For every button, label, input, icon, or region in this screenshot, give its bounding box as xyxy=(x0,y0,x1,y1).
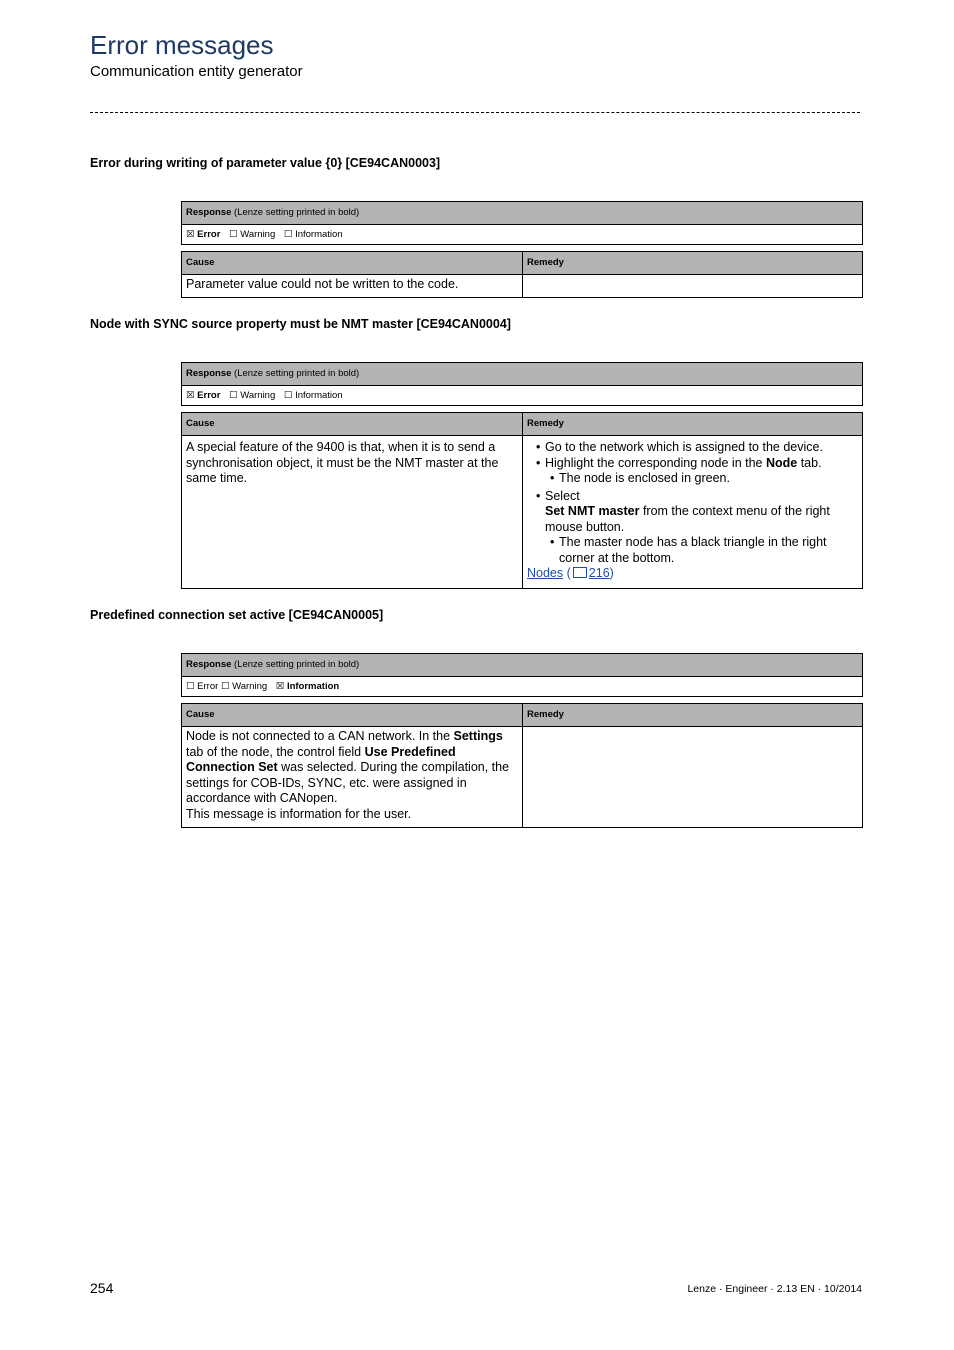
checkbox-icon: ☐ xyxy=(186,681,195,692)
cause-cell: Node is not connected to a CAN network. In the Settings tab of the node, the control field Use Predefined Connection Set was selected. During the compilation, the settings for COB-IDs, SYNC, etc. were assigned in accordance with CANopen. This message is information for the user. xyxy=(182,727,523,827)
option-warning: ☐ Warning xyxy=(229,229,276,240)
cause-cell: Parameter value could not be written to the code. xyxy=(182,275,523,297)
remedy-header: Remedy xyxy=(527,709,564,720)
cause-remedy-table-ce94can0005 xyxy=(181,703,863,828)
option-information: ☒ Information xyxy=(275,681,340,692)
page-title: Error messages xyxy=(90,30,274,60)
checkbox-icon: ☐ xyxy=(229,229,238,240)
remedy-cell xyxy=(523,275,862,297)
page-subtitle: Communication entity generator xyxy=(90,63,303,80)
option-error: ☐ Error xyxy=(186,681,219,692)
nodes-link[interactable]: Nodes xyxy=(527,566,564,580)
table-row xyxy=(182,436,862,588)
cause-remedy-table-ce94can0003 xyxy=(181,251,863,298)
page-reference-link[interactable]: 216 xyxy=(588,566,610,580)
cause-remedy-header xyxy=(182,704,862,727)
list-item: • Go to the network which is assigned to the device. xyxy=(527,440,858,456)
response-header xyxy=(182,363,862,385)
option-warning: ☐ Warning xyxy=(229,390,276,401)
remedy-header: Remedy xyxy=(527,257,564,268)
header-divider xyxy=(90,112,860,113)
response-table-ce94can0005 xyxy=(181,653,863,697)
option-information: ☐ Information xyxy=(283,229,343,240)
remedy-cell xyxy=(523,727,862,827)
section-heading-ce94can0004: Node with SYNC source property must be NMT master [CE94CAN0004] xyxy=(90,317,511,331)
response-label: Response xyxy=(186,368,232,379)
response-table-ce94can0004 xyxy=(181,362,863,406)
response-note: (Lenze setting printed in bold) xyxy=(234,368,360,379)
option-information: ☐ Information xyxy=(283,390,343,401)
cause-header: Cause xyxy=(182,704,523,726)
list-item: • Select xyxy=(527,489,858,505)
response-note: (Lenze setting printed in bold) xyxy=(234,207,360,218)
response-header xyxy=(182,202,862,224)
checked-box-icon: ☒ xyxy=(186,229,195,240)
checkbox-icon: ☐ xyxy=(229,390,238,401)
checked-box-icon: ☒ xyxy=(186,390,195,401)
checkbox-icon: ☐ xyxy=(220,681,230,692)
checked-box-icon: ☒ xyxy=(275,681,285,692)
response-table-ce94can0003 xyxy=(181,201,863,245)
remedy-list xyxy=(527,440,858,471)
response-note: (Lenze setting printed in bold) xyxy=(234,659,360,670)
checkbox-icon: ☐ xyxy=(283,390,293,401)
option-warning: ☐ Warning xyxy=(220,681,268,692)
list-item-continuation: Set NMT master from the context menu of the right mouse button. xyxy=(545,504,830,534)
footer-doc-info: Lenze · Engineer · 2.13 EN · 10/2014 xyxy=(687,1283,862,1295)
cause-remedy-table-ce94can0004 xyxy=(181,412,863,589)
cause-remedy-header xyxy=(182,413,862,436)
remedy-header: Remedy xyxy=(527,418,564,429)
sub-list-item: • The node is enclosed in green. xyxy=(527,471,858,487)
option-error: ☒ Error xyxy=(186,229,221,240)
remedy-list xyxy=(527,489,858,505)
cause-cell: A special feature of the 9400 is that, when it is to send a synchronisation object, it must be the NMT master at the same time. xyxy=(182,436,523,588)
info-note: This message is information for the user. xyxy=(186,806,412,821)
cause-header: Cause xyxy=(182,413,523,435)
cause-header: Cause xyxy=(182,252,523,274)
response-options xyxy=(182,676,862,696)
list-item: • Highlight the corresponding node in the Node tab. xyxy=(527,456,858,472)
remedy-cell xyxy=(523,436,862,588)
book-icon xyxy=(573,567,587,578)
section-heading-ce94can0003: Error during writing of parameter value {0} [CE94CAN0003] xyxy=(90,156,441,170)
table-row xyxy=(182,275,862,297)
section-heading-ce94can0005: Predefined connection set active [CE94CAN0005] xyxy=(90,608,384,622)
response-label: Response xyxy=(186,207,232,218)
nodes-reference: Nodes ( 216) xyxy=(527,566,614,580)
table-row xyxy=(182,727,862,827)
sub-list-item: • The master node has a black triangle in the right corner at the bottom. xyxy=(527,535,858,566)
response-options xyxy=(182,385,862,405)
page-number: 254 xyxy=(90,1280,114,1296)
response-options xyxy=(182,224,862,244)
response-label: Response xyxy=(186,659,232,670)
response-header xyxy=(182,654,862,676)
cause-remedy-header xyxy=(182,252,862,275)
checkbox-icon: ☐ xyxy=(283,229,293,240)
option-error: ☒ Error xyxy=(186,390,221,401)
